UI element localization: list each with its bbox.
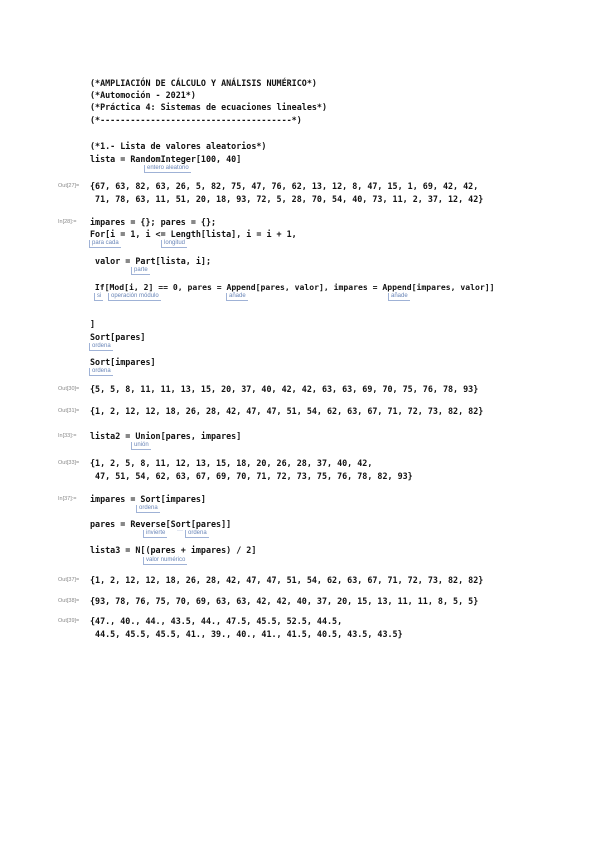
in28-code3[interactable]: valor = Part[lista, i]; (90, 256, 212, 266)
hint-append-impares: añade (388, 293, 410, 301)
in37-code2[interactable]: pares = Reverse[Sort[pares]] (90, 519, 232, 529)
in33-label: In[33]:= (58, 433, 77, 439)
out38-line1[interactable]: {93, 78, 76, 75, 70, 69, 63, 63, 42, 42, 40, 37, 20, 15, 13, 11, 11, 8, 5, 5} (90, 596, 479, 606)
header-comment-separator[interactable]: (*--------------------------------------*) (90, 115, 302, 125)
out31-label: Out[31]= (58, 408, 80, 414)
out39-line1[interactable]: {47., 40., 44., 43.5, 44., 47.5, 45.5, 52.5, 44.5, (90, 616, 343, 626)
in37-code1[interactable]: impares = Sort[impares] (90, 494, 206, 504)
hint-for: para cada (89, 240, 121, 248)
in28-code1[interactable]: impares = {}; pares = {}; (90, 217, 217, 227)
hint-random-integer: entero aleatorio (144, 165, 191, 173)
out31-line1[interactable]: {1, 2, 12, 12, 18, 26, 28, 42, 47, 47, 51, 54, 62, 63, 67, 71, 72, 73, 82, 82} (90, 406, 484, 416)
hint-sort-impares-2: ordena (136, 505, 160, 513)
in28-code4[interactable]: If[Mod[i, 2] == 0, pares = Append[pares, valor], impares = Append[impares, valor]] (90, 282, 495, 292)
hint-ellipsis: ··· (177, 528, 183, 534)
hint-sort-pares: ordena (89, 343, 113, 351)
hint-reverse: invierte (143, 530, 167, 538)
in37-label: In[37]:= (58, 496, 77, 502)
hint-union: unión (131, 442, 151, 450)
in28-code7[interactable]: Sort[impares] (90, 357, 156, 367)
out33-line1[interactable]: {1, 2, 5, 8, 11, 12, 13, 15, 18, 20, 26, 28, 37, 40, 42, (90, 458, 373, 468)
hint-append-pares: añade (226, 293, 248, 301)
out27-label: Out[27]= (58, 183, 80, 189)
hint-length: longitud (161, 240, 187, 248)
header-comment-practice[interactable]: (*Práctica 4: Sistemas de ecuaciones lineales*) (90, 102, 327, 112)
hint-if: si (94, 293, 103, 301)
cell1-comment[interactable]: (*1.- Lista de valores aleatorios*) (90, 141, 267, 151)
out37-line1[interactable]: {1, 2, 12, 12, 18, 26, 28, 42, 47, 47, 51, 54, 62, 63, 67, 71, 72, 73, 82, 82} (90, 575, 484, 585)
out27-line2[interactable]: 71, 78, 63, 11, 51, 20, 18, 93, 72, 5, 28, 70, 54, 40, 73, 11, 2, 37, 12, 42} (90, 194, 484, 204)
out38-label: Out[38]= (58, 598, 80, 604)
out39-line2[interactable]: 44.5, 45.5, 45.5, 41., 39., 40., 41., 41.5, 40.5, 43.5, 43.5} (90, 629, 403, 639)
out30-label: Out[30]= (58, 386, 80, 392)
out39-label: Out[39]= (58, 618, 80, 624)
in33-code[interactable]: lista2 = Union[pares, impares] (90, 431, 242, 441)
in37-code3[interactable]: lista3 = N[(pares + impares) / 2] (90, 545, 257, 555)
hint-part: parte (131, 267, 150, 275)
header-comment-course[interactable]: (*Automoción - 2021*) (90, 90, 196, 100)
hint-sort-pares-2: ordena (185, 530, 209, 538)
out30-line1[interactable]: {5, 5, 8, 11, 11, 13, 15, 20, 37, 40, 42, 42, 63, 63, 69, 70, 75, 76, 78, 93} (90, 384, 479, 394)
header-comment-title[interactable]: (*AMPLIACIÓN DE CÁLCULO Y ANÁLISIS NUMÉRICO*) (90, 78, 317, 88)
out33-line2[interactable]: 47, 51, 54, 62, 63, 67, 69, 70, 71, 72, 73, 75, 76, 78, 82, 93} (90, 471, 413, 481)
in28-code6[interactable]: Sort[pares] (90, 332, 146, 342)
hint-numeric-value: valor numérico (143, 557, 187, 565)
in28-code2[interactable]: For[i = 1, i <= Length[lista], i = i + 1, (90, 229, 297, 239)
out33-label: Out[33]= (58, 460, 80, 466)
cell1-code[interactable]: lista = RandomInteger[100, 40] (90, 154, 242, 164)
in28-code5[interactable]: ] (90, 319, 96, 329)
in28-label: In[28]:= (58, 219, 77, 225)
hint-mod: operación módulo (108, 293, 161, 301)
out37-label: Out[37]= (58, 577, 80, 583)
out27-line1[interactable]: {67, 63, 82, 63, 26, 5, 82, 75, 47, 76, 62, 13, 12, 8, 47, 15, 1, 69, 42, 42, (90, 181, 479, 191)
hint-sort-impares: ordena (89, 368, 113, 376)
